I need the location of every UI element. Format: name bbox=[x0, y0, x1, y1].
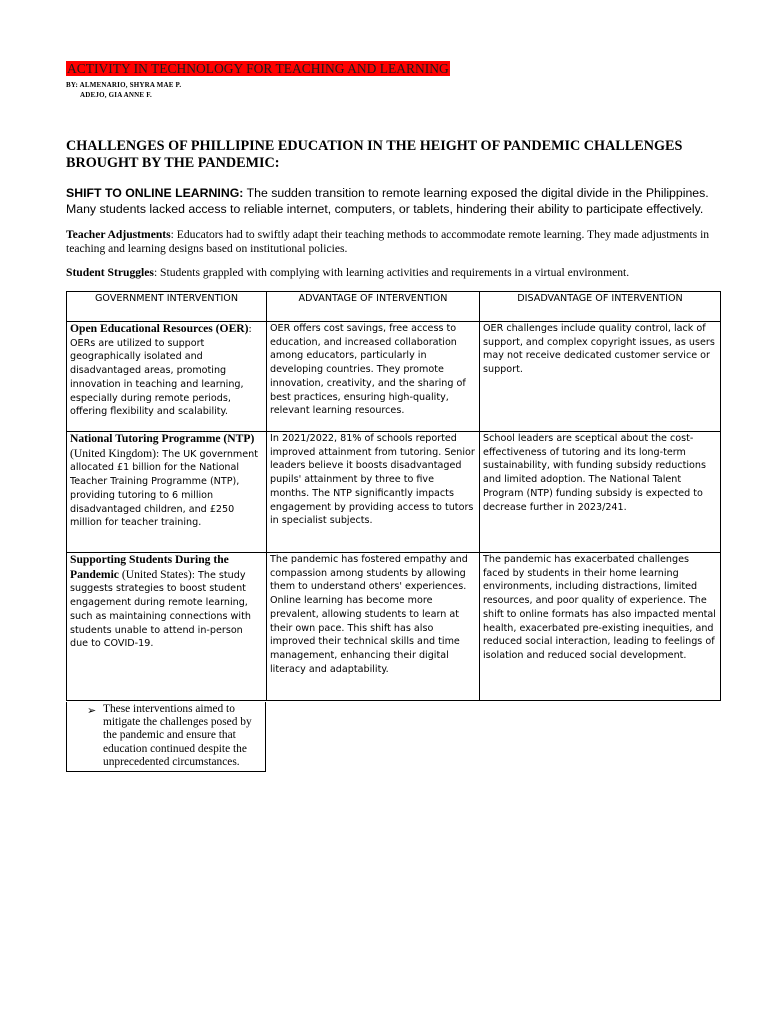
header-disadvantage: DISADVANTAGE OF INTERVENTION bbox=[480, 292, 721, 322]
advantage-cell: OER offers cost savings, free access to education, and increased collaboration among educators, particularly in developing countries. They promote innovation, creativity, and the sharing of best practices, ensuring high-quality, relevant learning resources. bbox=[267, 322, 480, 432]
intervention-cell bbox=[67, 553, 267, 701]
header-government-intervention: GOVERNMENT INTERVENTION bbox=[67, 292, 267, 322]
intervention-description: : The study suggests strategies to boost student engagement during remote learning, such as maintaining connections with students unable to attend in-person due to COVID-19. bbox=[70, 569, 251, 650]
disadvantage-cell: School leaders are sceptical about the cost-effectiveness of tutoring and its long-term sustainability, with funding subsidy reductions and limited adoption. The National Talent Program (NTP) funding subsidy is expected to decrease further in 2023/241. bbox=[480, 432, 721, 553]
summary-note-box bbox=[66, 702, 266, 772]
intervention-cell bbox=[67, 322, 267, 432]
intervention-title: Open Educational Resources (OER) bbox=[70, 322, 249, 335]
authors-line-1: BY: ALMENARIO, SHYRA MAE P. bbox=[66, 81, 182, 89]
main-heading: CHALLENGES OF PHILLIPINE EDUCATION IN THE HEIGHT OF PANDEMIC CHALLENGES BROUGHT BY THE PANDEMIC: bbox=[66, 138, 683, 171]
table-header-row bbox=[67, 292, 721, 322]
table-row bbox=[67, 432, 721, 553]
activity-title: ACTIVITY IN TECHNOLOGY FOR TEACHING AND LEARNING bbox=[67, 61, 449, 76]
intervention-country: (United States) bbox=[118, 567, 192, 581]
student-text: : Students grappled with complying with learning activities and requirements in a virtual environment. bbox=[153, 266, 630, 279]
advantage-cell: In 2021/2022, 81% of schools reported improved attainment from tutoring. Senior leaders believe it boosts disadvantaged pupils' attainment by three to five months. The NTP significantly impacts engagement by providing access to tutors in specialist subjects. bbox=[267, 432, 480, 553]
table-row bbox=[67, 322, 721, 432]
intervention-title: Supporting Students During the Pandemic bbox=[70, 553, 229, 581]
intervention-cell bbox=[67, 432, 267, 553]
intervention-country: (United Kingdom) bbox=[70, 446, 156, 460]
teacher-paragraph bbox=[66, 228, 726, 255]
summary-note-text: These interventions aimed to mitigate the challenges posed by the pandemic and ensure that education continued despite the unprecedented circumstances. bbox=[103, 703, 252, 768]
shift-text: The sudden transition to remote learning exposed the digital divide in the Philippines. Many students lacked access to reliable internet, computers, or tablets, hindering their ability to participate effectively. bbox=[66, 186, 709, 216]
intervention-description: : OERs are utilized to support geographically isolated and disadvantaged areas, promoting innovation in teaching and learning, especially during remote periods, offering flexibility and scalability. bbox=[70, 324, 252, 418]
authors bbox=[66, 80, 181, 100]
authors-line-2: ADEJO, GIA ANNE F. bbox=[80, 91, 152, 99]
arrow-bullet-icon: ➢ bbox=[87, 704, 97, 717]
intervention-description: : The UK government allocated £1 billion for the National Teacher Training Programme (NTP), providing tutoring to 6 million disadvantaged children, and £250 million for teacher training. bbox=[70, 448, 259, 529]
teacher-text: : Educators had to swiftly adapt their teaching methods to accommodate remote learning. They made adjustments in teaching and learning designs based on institutional policies. bbox=[66, 228, 710, 255]
disadvantage-cell: OER challenges include quality control, lack of support, and complex copyright issues, as users may not receive dedicated customer service or support. bbox=[480, 322, 721, 432]
intervention-title: National Tutoring Programme (NTP) bbox=[70, 432, 255, 445]
teacher-label: Teacher Adjustments bbox=[66, 228, 171, 241]
shift-paragraph bbox=[66, 185, 726, 217]
advantage-cell: The pandemic has fostered empathy and compassion among students by allowing them to understand others' experiences. Online learning has become more prevalent, allowing students to learn at their own pace. This shift has also improved their technical skills and time management, enhancing their digital literacy and adaptability. bbox=[267, 553, 480, 701]
intervention-table bbox=[66, 291, 721, 701]
shift-label: SHIFT TO ONLINE LEARNING: bbox=[66, 186, 244, 200]
table-row bbox=[67, 553, 721, 701]
student-paragraph bbox=[66, 266, 726, 280]
disadvantage-cell: The pandemic has exacerbated challenges faced by students in their home learning environments, including distractions, limited resources, and poor quality of experience. The shift to online formats has also impacted mental health, exacerbated pre-existing inequities, and reduced social interaction, leading to feelings of isolation and reduced social development. bbox=[480, 553, 721, 701]
header-advantage: ADVANTAGE OF INTERVENTION bbox=[267, 292, 480, 322]
student-label: Student Struggles bbox=[66, 266, 154, 279]
